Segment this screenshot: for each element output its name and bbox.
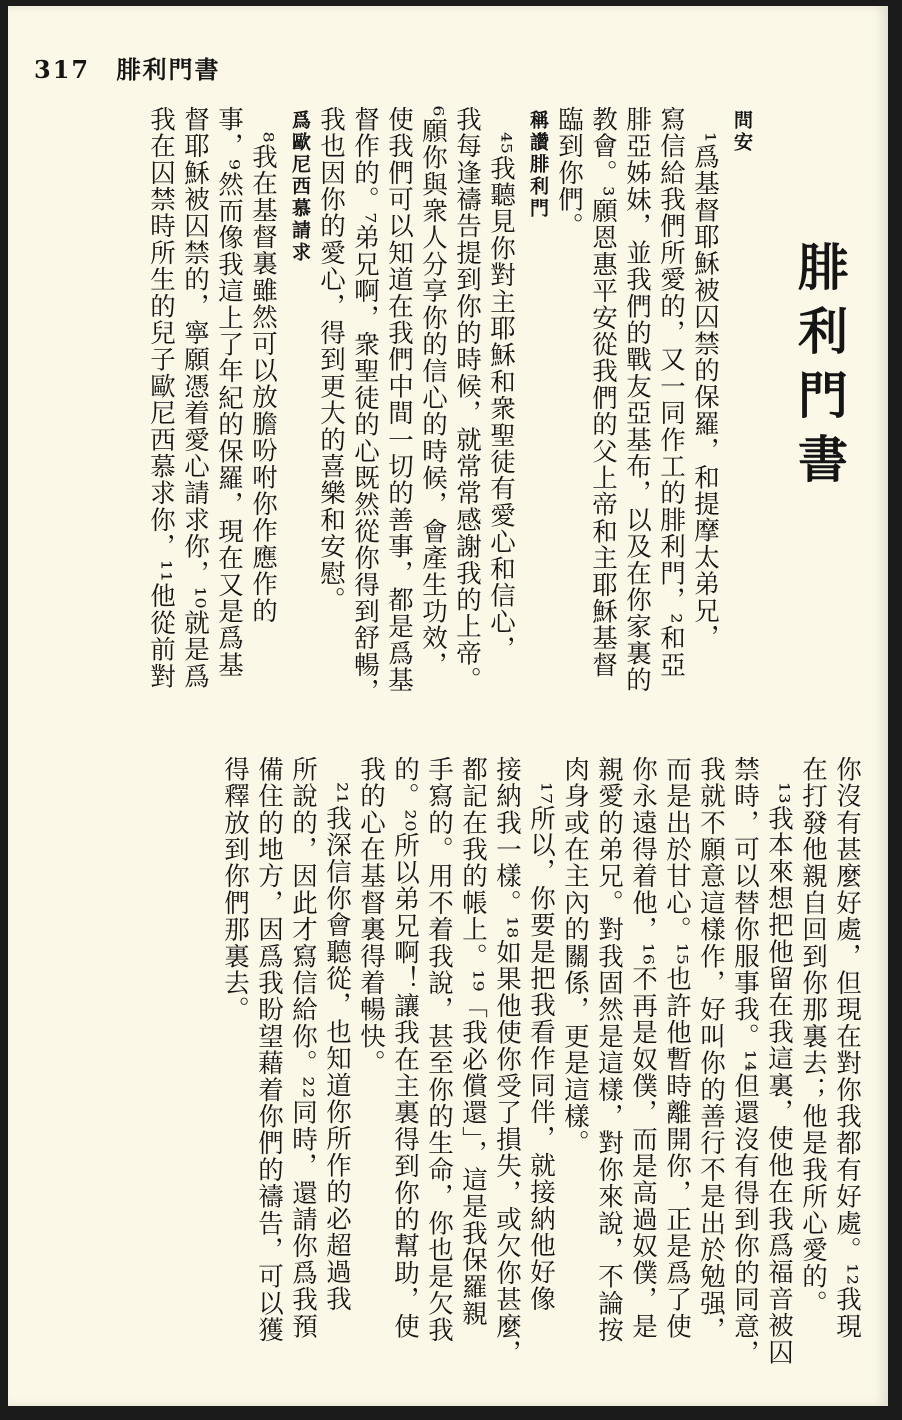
text-column: 腓亞姊妹，並我們的戰友亞基布，以及在你家裏的 bbox=[622, 106, 652, 694]
text-column: 手寫的。用不着我說，甚至你的生命，你也是欠我 bbox=[424, 756, 454, 1344]
section-heading: 爲歐尼西慕請求 bbox=[289, 110, 311, 264]
text-column: 事，⁹然而像我這上了年紀的保羅，現在又是爲基 bbox=[214, 106, 244, 679]
running-title: 腓利門書 bbox=[116, 55, 221, 84]
page-number: 317 bbox=[34, 55, 91, 84]
text-column: ⁴⁵我聽見你對主耶穌和衆聖徒有愛心和信心， bbox=[486, 132, 516, 663]
text-column: 我在囚禁時所生的兒子歐尼西慕求你，¹¹他從前對 bbox=[146, 106, 176, 690]
text-column: 肉身或在主內的關係，更是這樣。 bbox=[560, 756, 590, 1157]
text-column: 禁時，可以替你服事我。¹⁴但還沒有得到你的同意， bbox=[730, 756, 760, 1367]
text-column: 都記在我的帳上。¹⁹「我必償還」，這是我保羅親 bbox=[458, 756, 488, 1327]
text-column: 我每逢禱告提到你的時候，就常常感謝我的上帝。 bbox=[452, 106, 482, 694]
text-column: 你沒有甚麼好處，但現在對你我都有好處。¹²我現 bbox=[832, 756, 862, 1340]
text-column: 備住的地方，因爲我盼望藉着你們的禱告，可以獲 bbox=[254, 756, 284, 1344]
text-column: 你永遠得着他，¹⁶不再是奴僕，而是高過奴僕，是 bbox=[628, 756, 658, 1340]
text-column: ¹⁷所以，你要是把我看作同伴，就接納他好像 bbox=[526, 782, 556, 1313]
text-column: 在打發他親自回到你那裏去；他是我所心愛的。 bbox=[798, 756, 828, 1317]
text-column: 我的心在基督裏得着暢快。 bbox=[356, 756, 386, 1077]
text-column: 寫信給我們所愛的，又一同作工的腓利門，²和亞 bbox=[656, 106, 686, 679]
book-page bbox=[8, 6, 888, 1406]
text-column: 的。²⁰所以弟兄啊！讓我在主裏得到你的幫助，使 bbox=[390, 756, 420, 1340]
page-header bbox=[34, 50, 220, 85]
text-column: 接納我一樣。¹⁸如果他使你受了損失，或欠你甚麼， bbox=[492, 756, 522, 1367]
text-column: ¹³我本來想把他留在我這裏，使他在我爲福音被囚 bbox=[764, 782, 794, 1366]
text-column: ¹爲基督耶穌被囚禁的保羅，和提摩太弟兄， bbox=[690, 132, 720, 651]
bottom-text-block bbox=[218, 756, 864, 1406]
top-text-block bbox=[144, 106, 756, 782]
text-column: 親愛的弟兄。對我固然是這樣，對你來說，不論按 bbox=[594, 756, 624, 1344]
book-title: 腓利門書 bbox=[790, 241, 848, 497]
text-column: 臨到你們。 bbox=[554, 106, 584, 240]
section-heading: 問安 bbox=[731, 110, 753, 154]
text-column: ⁸我在基督裏雖然可以放膽吩咐你作應作的 bbox=[248, 132, 278, 625]
text-column: 我也因你的愛心，得到更大的喜樂和安慰。 bbox=[316, 106, 346, 614]
text-column: 得釋放到你們那裏去。 bbox=[220, 756, 250, 1023]
text-column: 所說的，因此才寫信給你。²²同時，還請你爲我預 bbox=[288, 756, 318, 1340]
text-column: ⁶願你與衆人分享你的信心的時候，會產生功效， bbox=[418, 106, 448, 679]
text-column: 督耶穌被囚禁的，寧願憑着愛心請求你，¹⁰就是爲 bbox=[180, 106, 210, 690]
text-column: 使我們可以知道在我們中間一切的善事，都是爲基 bbox=[384, 106, 414, 694]
text-column: 我就不願意這樣作，好叫你的善行不是出於勉强， bbox=[696, 756, 726, 1344]
text-column: 而是出於甘心。¹⁵也許他暫時離開你，正是爲了使 bbox=[662, 756, 692, 1340]
text-column: 教會。³願恩惠平安從我們的父上帝和主耶穌基督 bbox=[588, 106, 618, 679]
text-column: 督作的。⁷弟兄啊，衆聖徒的心既然從你得到舒暢， bbox=[350, 106, 380, 705]
section-heading: 稱讚腓利門 bbox=[527, 110, 549, 220]
text-column: ²¹我深信你會聽從，也知道你所作的必超過我 bbox=[322, 782, 352, 1313]
